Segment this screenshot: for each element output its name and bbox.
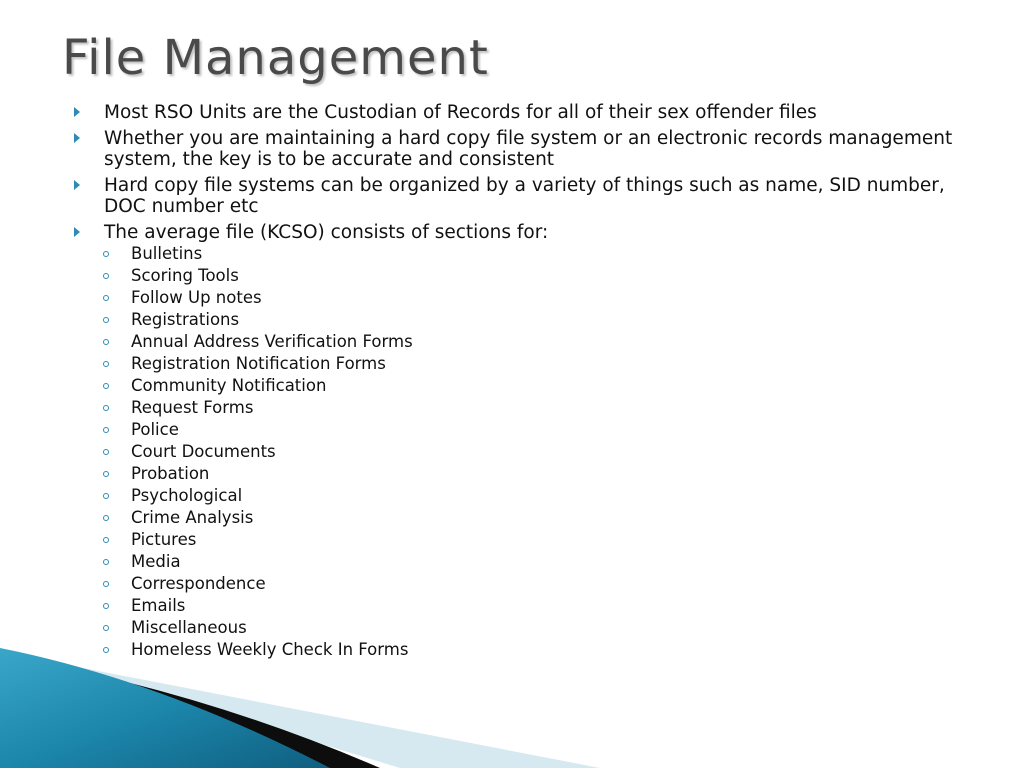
list-item: Emails — [72, 595, 962, 617]
circle-bullet-icon — [103, 273, 109, 279]
circle-bullet-icon — [103, 427, 109, 433]
list-item: Miscellaneous — [72, 617, 962, 639]
list-item: Psychological — [72, 485, 962, 507]
list-item: Court Documents — [72, 441, 962, 463]
slide-content — [72, 102, 962, 661]
circle-bullet-icon — [103, 471, 109, 477]
circle-bullet-icon — [103, 295, 109, 301]
list-item: Follow Up notes — [72, 287, 962, 309]
arrow-bullet-icon — [74, 180, 80, 190]
circle-bullet-icon — [103, 559, 109, 565]
circle-bullet-icon — [103, 647, 109, 653]
list-item: Bulletins — [72, 243, 962, 265]
list-item: Homeless Weekly Check In Forms — [72, 639, 962, 661]
circle-bullet-icon — [103, 383, 109, 389]
circle-bullet-icon — [103, 251, 109, 257]
circle-bullet-icon — [103, 603, 109, 609]
circle-bullet-icon — [103, 449, 109, 455]
bullet-text: Whether you are maintaining a hard copy file system or an electronic records management system, the key is to be accurate and consistent — [104, 128, 953, 170]
page-title: File Management — [62, 30, 489, 86]
list-item: Police — [72, 419, 962, 441]
circle-bullet-icon — [103, 405, 109, 411]
list-item: Registration Notification Forms — [72, 353, 962, 375]
list-item: Registrations — [72, 309, 962, 331]
bullet-text: Most RSO Units are the Custodian of Records for all of their sex offender files — [104, 102, 817, 123]
bullet-sections-intro — [72, 222, 962, 243]
list-item: Annual Address Verification Forms — [72, 331, 962, 353]
arrow-bullet-icon — [74, 107, 80, 117]
arrow-bullet-icon — [74, 133, 80, 143]
bullet-organization — [72, 175, 962, 217]
bullet-accuracy — [72, 128, 962, 170]
list-item: Probation — [72, 463, 962, 485]
arrow-bullet-icon — [74, 227, 80, 237]
list-item: Community Notification — [72, 375, 962, 397]
circle-bullet-icon — [103, 317, 109, 323]
list-item: Crime Analysis — [72, 507, 962, 529]
list-item: Correspondence — [72, 573, 962, 595]
bullet-custodian — [72, 102, 962, 123]
circle-bullet-icon — [103, 515, 109, 521]
circle-bullet-icon — [103, 493, 109, 499]
bullet-text: Hard copy file systems can be organized by a variety of things such as name, SID number, DOC number etc — [104, 175, 945, 217]
list-item: Media — [72, 551, 962, 573]
list-item: Pictures — [72, 529, 962, 551]
bullet-text: The average file (KCSO) consists of sections for: — [104, 222, 549, 243]
list-item: Scoring Tools — [72, 265, 962, 287]
circle-bullet-icon — [103, 339, 109, 345]
circle-bullet-icon — [103, 361, 109, 367]
circle-bullet-icon — [103, 537, 109, 543]
circle-bullet-icon — [103, 625, 109, 631]
sections-list — [72, 243, 962, 661]
circle-bullet-icon — [103, 581, 109, 587]
list-item: Request Forms — [72, 397, 962, 419]
